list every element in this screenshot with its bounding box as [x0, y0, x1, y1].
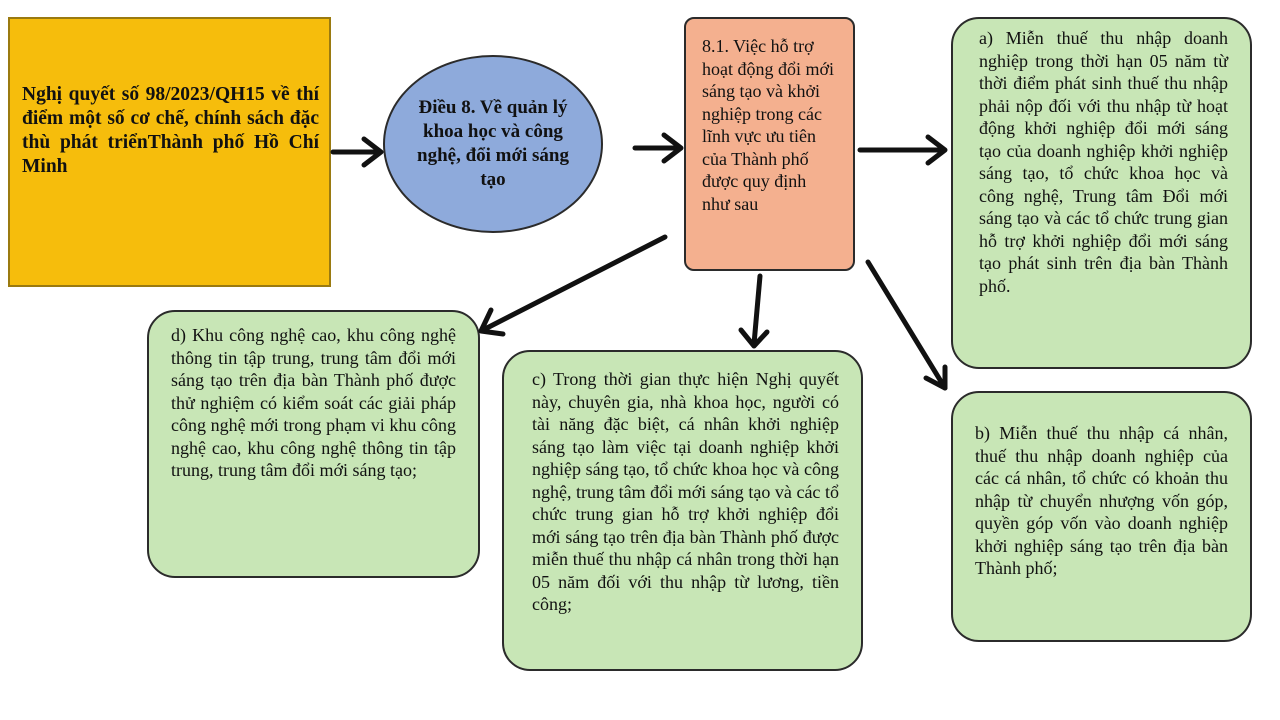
- item-a-text: a) Miễn thuế thu nhập doanh nghiệp trong thời hạn 05 năm từ thời điểm phát sinh thuế thu nhập phải nộp đối với thu nhập từ hoạt động khởi nghiệp đổi mới sáng tạo của doanh nghiệp khởi nghiệp sáng tạo, tổ chức khoa học và công nghệ, Trung tâm Đổi mới sáng tạo và các tổ chức trung gian hỗ trợ khởi nghiệp đổi mới sáng tạo phát sinh trên địa bàn Thành phố.: [979, 28, 1228, 296]
- item-c-box: [502, 350, 863, 671]
- item-d-text: d) Khu công nghệ cao, khu công nghệ thông tin tập trung, trung tâm đổi mới sáng tạo trên địa bàn Thành phố được thử nghiệm có kiểm soát các giải pháp công nghệ mới trong phạm vi khu công nghệ cao, khu công nghệ thông tin tập trung, trung tâm đổi mới sáng tạo;: [171, 325, 456, 480]
- item-b-text: b) Miễn thuế thu nhập cá nhân, thuế thu nhập doanh nghiệp của các cá nhân, tổ chức có khoản thu nhập từ chuyển nhượng vốn góp, quyền góp vốn vào doanh nghiệp khởi nghiệp sáng tạo trên địa bàn Thành phố;: [975, 423, 1228, 578]
- resolution-text: Nghị quyết số 98/2023/QH15 về thí điểm một số cơ chế, chính sách đặc thù phát triểnThành phố Hồ Chí Minh: [22, 84, 319, 177]
- item-d-box: [147, 310, 480, 578]
- resolution-box: [8, 17, 331, 287]
- item-b-box: [951, 391, 1252, 642]
- arrow-support-to-item-b: [868, 262, 945, 388]
- arrow-resolution-to-article: [333, 139, 381, 165]
- support-8-1-box: [684, 17, 855, 271]
- article-8-ellipse: [383, 55, 603, 233]
- item-c-text: c) Trong thời gian thực hiện Nghị quyết này, chuyên gia, nhà khoa học, người có tài năng đặc biệt, cá nhân khởi nghiệp sáng tạo làm việc tại doanh nghiệp khởi nghiệp sáng tạo, tổ chức khoa học và công nghệ, trung tâm đổi mới sáng tạo và các tổ chức trung gian hỗ trợ khởi nghiệp đổi mới sáng tạo trên địa bàn Thành phố được miễn thuế thu nhập cá nhân trong thời hạn 05 năm đối với thu nhập từ lương, tiền công;: [532, 369, 839, 614]
- arrow-support-to-item-a: [860, 137, 945, 163]
- article-8-text: Điều 8. Về quản lý khoa học và công nghệ, đổi mới sáng tạo: [417, 97, 569, 190]
- arrow-support-to-item-c: [741, 276, 767, 346]
- item-a-box: [951, 17, 1252, 369]
- support-8-1-text: 8.1. Việc hỗ trợ hoạt động đổi mới sáng tạo và khởi nghiệp trong các lĩnh vực ưu tiên của Thành phố được quy định như sau: [702, 36, 835, 214]
- arrow-support-to-item-d: [481, 237, 665, 334]
- arrow-article-to-support: [635, 135, 681, 161]
